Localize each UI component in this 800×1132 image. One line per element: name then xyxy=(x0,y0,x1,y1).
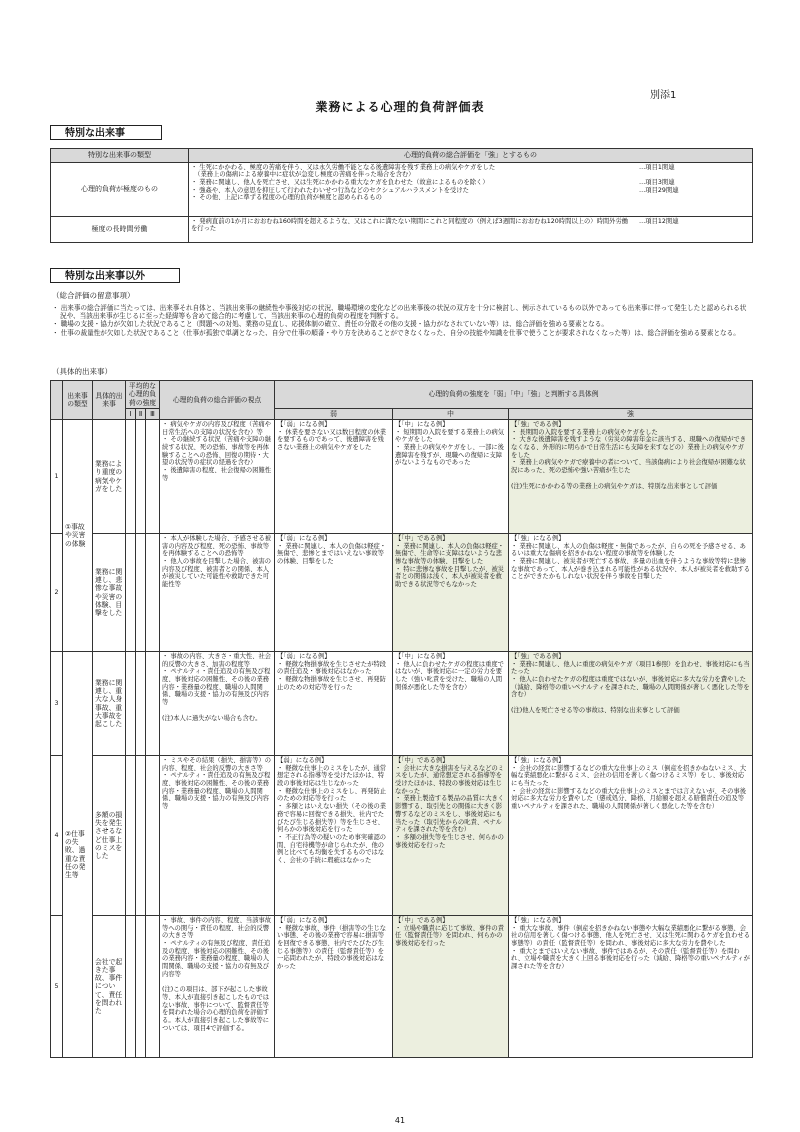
star-mark xyxy=(146,420,160,534)
event-name: 業務に関連し、重大な人身事故、重大事故を起こした xyxy=(93,652,126,756)
col-header-avg-iii: Ⅲ xyxy=(146,408,160,419)
events-subheader-row xyxy=(51,408,753,419)
col-header-mid: 中 xyxy=(393,408,509,419)
category-accident: ①事故や災害の体験 xyxy=(63,420,93,652)
weak-example: 【「弱」になる例】 ・ 軽微な物損事故を生じさせたが特段の責任追及・事後対応はなかった ・ 軽微な物損事故を生じさせ、再発防止のための対応等を行った xyxy=(275,652,393,756)
document-title: 業務による心理的負荷評価表 xyxy=(315,100,485,114)
mid-example: 【「中」になる例】 ・ 短期間の入院を要する業務上の病気やケガをした ・ 業務上の病気やケガをし、一部に後遺障害を残すが、現職への復帰に支障がないようなものであった xyxy=(393,420,509,534)
viewpoint-cell: ・ 事故の内容、大きさ・重大性、社会的反響の大きさ、加害の程度等 ・ ペナルティ・責任追及の有無及び程度、事後対応の困難性、その後の業務内容・業務量の程度、職場の人間関係、職場の支援・協力の有無及び内容等 (注)本人に過失がない場合も含む。 xyxy=(160,652,275,756)
event-name: 多額の損失を発生させるなど仕事上のミスをした xyxy=(93,756,126,916)
mid-example: 【「中」である例】 ・ 業務に関連し、本人の負傷は軽症・無傷で、生命等に支障はないような悲惨な事故等の体験、目撃をした ・ 特に悲惨な事故を目撃したが、被災者との関係は浅く、本人が被災者を救助できる状況等でもなかった xyxy=(393,534,509,652)
table-row xyxy=(51,420,753,534)
special-table-header xyxy=(51,149,753,163)
table-row xyxy=(51,756,753,916)
row-number: 3 xyxy=(51,652,63,756)
col-header-viewpoint: 心理的負荷の総合評価の視点 xyxy=(160,381,275,420)
row-number: 2 xyxy=(51,534,63,652)
special-refs: …項目1関連 …項目3関連 …項目29関連 xyxy=(639,163,679,194)
col-header-avg-ii: Ⅱ xyxy=(136,408,146,419)
col-header-strong: 強 xyxy=(509,408,753,419)
special-items: ・ 生死にかかわる、極度の苦痛を伴う、又は永久労働不能となる後遺障害を残す業務上の病気やケガをした （業務上の傷病による療養中に症状が急変し極度の苦痛を伴った場合を含む） ・ 業務に関連し、他人を死亡させ、又は生死にかかわる重大なケガを負わせた（故意によるものを除く） ・ 強姦や、本人の意思を抑圧して行われたわいせつ行為などのセクシュアルハラスメントを受けた ・ その他、上記に準ずる程度の心理的負荷が極度と認められるもの xyxy=(191,163,496,202)
strong-example: 【「強」である例】 ・ 長期間の入院を要する業務上の病気やケガをした ・ 大きな後遺障害を残すような（労災の障害年金に該当する、現職への復帰ができなくなる、外形的に明らかで日常生活にも支障を来すなどの）業務上の病気やケガをした ・ 業務上の病気やケガで療養中の者について、当該傷病により社会復帰が困難な状況にあった、死の恐怖や強い苦痛が生じた (注)生死にかかわる等の業務上の病気やケガは、特別な出来事として評価 xyxy=(509,420,753,534)
special-type-extreme: 心理的負荷が極度のもの xyxy=(51,162,189,216)
col-header-num xyxy=(51,381,63,420)
examples-heading: （具体的出来事） xyxy=(52,367,112,376)
event-name: 業務により重度の病気やケガをした xyxy=(93,420,126,534)
weak-example: 【「弱」になる例】 ・ 休業を要さない又は数日程度の休業を要するものであって、後遺障害を残さない業務上の病気やケガをした xyxy=(275,420,393,534)
col-header-weak: 弱 xyxy=(275,408,393,419)
events-table xyxy=(50,380,753,1058)
note-item: ・ 職場の支援・協力が欠如した状況であること（問題への対処、業務の見直し、応援体制の確立、責任の分散その他の支援・協力がなされていない等）は、総合評価を強める要素となる。 xyxy=(52,320,608,329)
col-header-eval: 心理的負荷の総合評価を「強」とするもの xyxy=(189,149,753,163)
strong-example: 【「強」になる例】 ・ 業務に関連し、本人の負傷は軽度・無傷であったが、自らの死を予感させる、あるいは重大な傷病を招きかねない程度の事故等を体験した ・ 業務に関連し、被災者が死亡する事故、多量の出血を伴うような事故等特に悲惨な事故であって、本人が巻き込まれる可能性がある状況や、本人が被災者を救助することができたかもしれない状況を伴う事故を目撃した xyxy=(509,534,753,652)
special-refs: …項目12関連 xyxy=(639,217,679,225)
weak-example: 【弱」になる例】 ・ 軽微な仕事上のミスをしたが、通常想定される指導等を受けたほかは、特段の事後対応は生じなかった ・ 軽微な仕事上のミスをし、再発防止のための対応等を行った ・ 多額とはいえない損失（その後の業務で容易に回復できる損失、社内でたびたび生じる損失等）等を生じさせ、何らかの事後対応を行った ・ 不正行為等の疑いのため事実確認の間、自宅待機等が命じられたが、他の例と比べても均衡を失するものではなく、会社の手続に瑕疵はなかった xyxy=(275,756,393,916)
row-number: 1 xyxy=(51,420,63,534)
event-name: 会社で起きた事故、事件について、責任を問われた xyxy=(93,916,126,1058)
strong-example: 【「強」である例】 ・ 業務に関連し、他人に重度の病気やケガ（項目1参照）を負わせ、事後対応にも当たった ・ 他人に負わせたケガの程度は重度ではないが、事後対応に多大な労力を費やした（減給、降格等の重いペナルティを課された、職場の人間関係が著しく悪化した等を含む） (注)他人を死亡させる等の事故は、特別な出来事として評価 xyxy=(509,652,753,756)
row-number: 4 xyxy=(51,756,63,916)
mid-example: 【「中」になる例】 ・ 他人に負わせたケガの程度は重度ではないが、事後対応に一定の労力を要した（強い叱責を受けた、職場の人間関係が悪化した等を含む） xyxy=(393,652,509,756)
special-eval-extreme xyxy=(189,162,753,216)
viewpoint-cell: ・ 事故、事件の内容、程度、当該事故等への関与・責任の程度、社会的反響の大きさ等 ・ ペナルティの有無及び程度、責任追及の程度、事後対応の困難性、その後の業務内容・業務量の程度、職場の人間関係、職場の支援・協力の有無及び内容等 (注)この項目は、部下が起こした事故等、本人が直接引き起こしたものではない事故、事件について、監督責任等を問われた場合の心理的負荷を評価する。本人が直接引き起こした事故等については、項目4で評価する。 xyxy=(160,916,275,1058)
events-header-row xyxy=(51,381,753,409)
special-events-table xyxy=(50,148,753,243)
col-header-avg: 平均的な心理的負荷の強度 xyxy=(126,381,160,409)
special-eval-longhours xyxy=(189,216,753,242)
note-item: ・ 出来事の総合評価に当たっては、出来事それ自体と、当該出来事の継続性や事後対応の状況、職場環境の変化などの出来事後の状況の双方を十分に検討し、例示されているもの以外であっても出来事に伴って発生したと認められる状況や、当該出来事が生じるに至った経緯等も含めて総合的に考慮して、当該出来事の心理的負荷の程度を判断する。 xyxy=(52,304,747,321)
star-mark xyxy=(136,534,146,652)
table-row xyxy=(51,916,753,1058)
category-failure: ②仕事の失敗、過重な責任の発生等 xyxy=(63,652,93,1058)
col-header-category: 出来事の類型 xyxy=(63,381,93,420)
col-header-type: 特別な出来事の類型 xyxy=(51,149,189,163)
notes-list xyxy=(52,304,752,337)
col-header-event: 具体的出来事 xyxy=(93,381,126,420)
star-mark xyxy=(136,756,146,916)
col-header-avg-i: Ⅰ xyxy=(126,408,136,419)
row-number: 5 xyxy=(51,916,63,1058)
weak-example: 【「弱」になる例】 ・ 業務に関連し、本人の負傷は軽症・無傷で、悲惨とまではいえない事故等の体験、目撃をした xyxy=(275,534,393,652)
table-row xyxy=(51,652,753,756)
strong-example: 【「強」になる例】 ・ 会社の経営に影響するなどの重大な仕事上のミス（倒産を招きかねないミス、大幅な業績悪化に繋がるミス、会社の信用を著しく傷つけるミス等）をし、事後対応にも当たった ・ 会社の経営に影響するなどの重大な仕事上のミスとまでは言えないが、その事後対応に多大な労力を費やした（懲戒処分、降格、月給額を超える賠償責任の追及等重いペナルティを課された、職場の人間関係が著しく悪化した等を含む） xyxy=(509,756,753,916)
table-row xyxy=(51,534,753,652)
viewpoint-cell: ・ 病気やケガの内容及び程度（苦痛や日常生活への支障の状況を含む）等 ・ その継続する状況（苦痛や支障の継続する状況、死の恐怖、事故等を再体験することへの恐怖、回復の期待・大望の状況等の症状の経過を含む） ・ 後遺障害の程度、社会復帰の困難性等 xyxy=(160,420,275,534)
star-mark xyxy=(136,916,146,1058)
viewpoint-cell: ・ 本人が体験した場合、予感させる被害の内容及び程度、死の恐怖、事故等を再体験することへの恐怖等 ・ 他人の事故を目撃した場合、被害の内容及び程度、被害者との関係、本人が被災していた可能性や救助できた可能性等 xyxy=(160,534,275,652)
event-name: 業務に関連し、悲惨な事故や災害の体験、目撃をした xyxy=(93,534,126,652)
special-items: ・ 発病直前の1か月におおむね160時間を超えるような、又はこれに満たない期間にこれと同程度の（例えば3週間におおむね120時間以上の）時間外労働を行った xyxy=(191,217,629,233)
col-header-examples: 心理的負荷の強度を「弱」「中」「強」と判断する具体例 xyxy=(275,381,753,409)
star-mark xyxy=(146,652,160,756)
special-type-longhours: 極度の長時間労働 xyxy=(51,216,189,242)
table-row xyxy=(51,162,753,216)
note-item: ・ 仕事の裁量性が欠如した状況であること（仕事が孤独で単調となった、自分で仕事の順番・やり方を決めることができなくなった、自分の技能や知識を仕事で使うことが要求されなくなった等）は、総合評価を強める要素となる。 xyxy=(52,328,740,337)
mid-example: 【「中」である例】 ・ 立場や職責に応じて事故、事件の責任（監督責任等）を問われ、何らかの事後対応を行った xyxy=(393,916,509,1058)
special-section-heading: 特別な出来事 xyxy=(50,125,162,140)
table-row xyxy=(51,216,753,242)
appendix-label: 別添1 xyxy=(650,90,677,101)
other-section-heading: 特別な出来事以外 xyxy=(50,268,180,283)
notes-heading: （総合評価の留意事項） xyxy=(52,291,135,300)
mid-example: 【「中」である例】 ・ 会社に大きな損害を与えるなどのミスをしたが、通常想定される指導等を受けたほかは、特段の事後対応は生じなかった ・ 業務上製造する製品の品質に大きく影響する、取引先との関係に大きく影響するなどのミスをし、事後対応にも当たった（取引先からの叱責、ペナルティを課された等を含む） ・ 多額の損失等を生じさせ、何らかの事後対応を行った xyxy=(393,756,509,916)
viewpoint-cell: ・ ミスやその結果（損失、損害等）の内容、程度、社会的反響の大きさ等 ・ ペナルティ・責任追及の有無及び程度、事後対応の困難性、その後の業務内容・業務量の程度、職場の人間関係、職場の支援・協力の有無及び内容等 xyxy=(160,756,275,916)
weak-example: 【「弱」になる例】 ・ 軽微な事故、事件（損害等の生じない事態、その後の業務で容易に損害等を回復できる事態、社内でたびたび生じる事態等）の責任（監督責任等）を一応問われたが、特段の事後対応はなかった xyxy=(275,916,393,1058)
strong-example: 【「強」になる例】 ・ 重大な事故、事件（倒産を招きかねない事態や大幅な業績悪化に繋がる事態、会社の信用を著しく傷つける事態、他人を死亡させ、又は生死に関わるケガを負わせる事態等）の責任（監督責任等）を問われ、事後対応に多大な労力を費やした ・ 重大とまではいえない事故、事件ではあるが、その責任（監督責任等）を問われ、立場や職責を大きく上回る事後対応を行った（減給、降格等の重いペナルティが課された等を含む） xyxy=(509,916,753,1058)
page-number: 41 xyxy=(394,1116,406,1125)
